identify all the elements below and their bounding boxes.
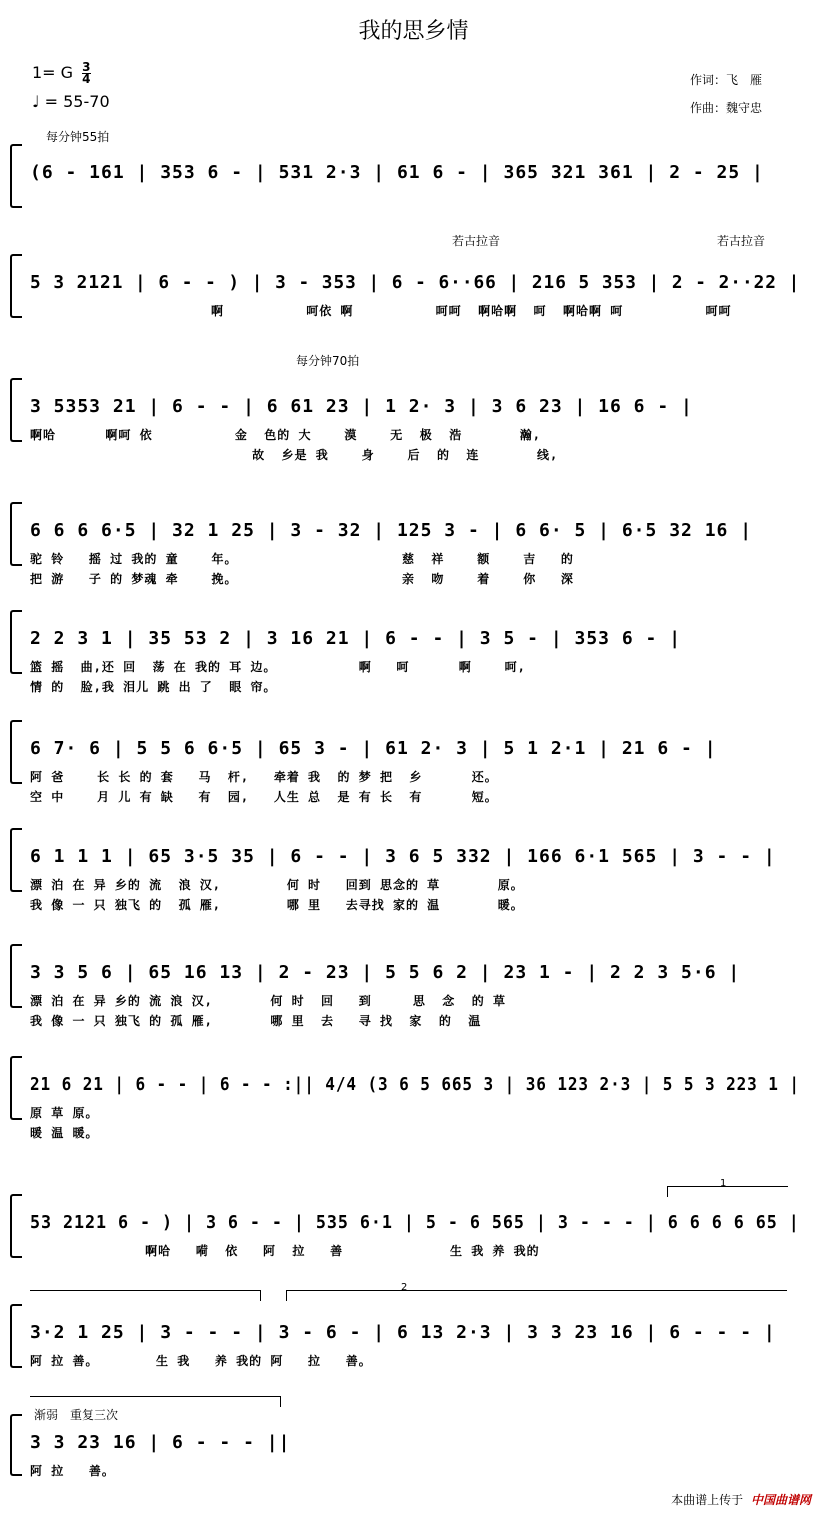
volta-2-label: 2	[401, 1282, 408, 1293]
score-system	[10, 140, 800, 220]
system-brace	[10, 254, 22, 318]
system-brace	[10, 720, 22, 784]
lyric-line-2: 故 乡是 我 身 后 的 连 线,	[30, 448, 559, 462]
erhu-mark-2: 若古拉音	[717, 234, 766, 248]
notation-line: 6 1 1 1 | 65 3·5 35 | 6 - - | 3 6 5 332 | 166 6·1 565 | 3 - - |	[30, 846, 776, 867]
system-brace	[10, 144, 22, 208]
lyric-line-1: 啊 呵依 啊 呵呵 啊哈啊 呵 啊哈啊 呵 呵呵	[30, 304, 732, 318]
notation-line: 3 3 5 6 | 65 16 13 | 2 - 23 | 5 5 6 2 | 23 1 - | 2 2 3 5·6 |	[30, 962, 741, 983]
lyric-line-1: 阿 爸 长 长 的 套 马 杆, 牵着 我 的 梦 把 乡 还。	[30, 770, 498, 784]
key-label: 1= G	[32, 63, 74, 82]
notation-line: 3 5353 21 | 6 - - | 6 61 23 | 1 2· 3 | 3 6 23 | 16 6 - |	[30, 396, 693, 417]
lyric-line-1: 阿 拉 善。 生 我 养 我的 阿 拉 善。	[30, 1354, 372, 1368]
notation-line: 21 6 21 | 6 - - | 6 - - :|| 4/4 (3 6 5 665 3 | 36 123 2·3 | 5 5 3 223 1 |	[30, 1074, 800, 1095]
lyricist: 作词：飞 雁	[690, 73, 763, 87]
lyric-line-1: 驼 铃 摇 过 我的 童 年。 慈 祥 额 吉 的	[30, 552, 574, 566]
score-system	[10, 716, 800, 804]
lyric-line-2: 情 的 脸,我 泪儿 跳 出 了 眼 帘。	[30, 680, 277, 694]
notation-line: 6 6 6 6·5 | 32 1 25 | 3 - 32 | 125 3 - | 6 6· 5 | 6·5 32 16 |	[30, 520, 753, 541]
system-brace	[10, 1194, 22, 1258]
lyric-line-1: 啊哈 啊呵 依 金 色的 大 漠 无 极 浩 瀚,	[30, 428, 541, 442]
tempo-70-mark: 每分钟70拍	[296, 354, 360, 368]
score-system	[10, 940, 800, 1028]
lyric-line-2: 空 中 月 儿 有 缺 有 园, 人生 总 是 有 长 有 短。	[30, 790, 498, 804]
site-logo: 中国曲谱网	[750, 1493, 811, 1507]
score-system	[10, 1300, 800, 1380]
system-brace	[10, 1304, 22, 1368]
lyric-line-1: 漂 泊 在 异 乡的 流 浪 汉, 何 时 回 到 思 念 的 草	[30, 994, 506, 1008]
notation-line: (6 - 161 | 353 6 - | 531 2·3 | 61 6 - | 365 321 361 | 2 - 25 |	[30, 162, 764, 183]
footer	[671, 1491, 811, 1508]
lyric-line-2: 暖 温 暖。	[30, 1126, 99, 1140]
volta-1-bracket	[667, 1178, 788, 1197]
lyric-line-1: 啊哈 嗬 依 阿 拉 善 生 我 养 我的	[30, 1244, 540, 1258]
volta-2-bracket	[286, 1282, 787, 1301]
score-system	[10, 250, 800, 330]
tempo-55-mark: 每分钟55拍	[46, 130, 110, 144]
time-numerator: 3	[82, 60, 91, 74]
score-system	[10, 498, 800, 586]
lyric-line-1: 篮 摇 曲,还 回 荡 在 我的 耳 边。 啊 呵 啊 呵,	[30, 660, 526, 674]
volta-1-bracket-cont	[30, 1290, 261, 1301]
time-denominator: 4	[82, 72, 91, 86]
system-brace	[10, 828, 22, 892]
notation-line: 6 7· 6 | 5 5 6 6·5 | 65 3 - | 61 2· 3 | 5 1 2·1 | 21 6 - |	[30, 738, 717, 759]
system-brace	[10, 610, 22, 674]
composer: 作曲：魏守忠	[690, 101, 763, 115]
score-system	[10, 1190, 800, 1270]
erhu-mark-1: 若古拉音	[452, 234, 501, 248]
lyric-line-1: 阿 拉 善。	[30, 1464, 115, 1478]
notation-line: 53 2121 6 - ) | 3 6 - - | 535 6·1 | 5 - 6 565 | 3 - - - | 6 6 6 6 65 |	[30, 1212, 800, 1233]
system-brace	[10, 944, 22, 1008]
score-system	[10, 1052, 800, 1140]
score-system	[10, 824, 800, 912]
lyric-line-2: 我 像 一 只 独飞 的 孤 雁, 哪 里 去寻找 家的 温 暖。	[30, 898, 524, 912]
key-signature	[32, 62, 91, 85]
lyric-line-2: 把 游 子 的 梦魂 牵 挽。 亲 吻 着 你 深	[30, 572, 574, 586]
credits	[690, 66, 762, 122]
tempo-marking: ♩ = 55-70	[32, 92, 110, 111]
notation-line: 3·2 1 25 | 3 - - - | 3 - 6 - | 6 13 2·3 | 3 3 23 16 | 6 - - - |	[30, 1322, 776, 1343]
score-system	[10, 606, 800, 694]
lyric-line-2: 我 像 一 只 独飞 的 孤 雁, 哪 里 去 寻 找 家 的 温	[30, 1014, 482, 1028]
system-brace	[10, 502, 22, 566]
lyric-line-1: 原 草 原。	[30, 1106, 99, 1120]
ending-direction: 渐弱 重复三次	[34, 1408, 119, 1422]
notation-line: 5 3 2121 | 6 - - ) | 3 - 353 | 6 - 6··66 | 216 5 353 | 2 - 2··22 |	[30, 272, 801, 293]
system-brace	[10, 1056, 22, 1120]
system-brace	[10, 378, 22, 442]
notation-line: 2 2 3 1 | 35 53 2 | 3 16 21 | 6 - - | 3 5 - | 353 6 - |	[30, 628, 682, 649]
song-title: 我的思乡情	[358, 19, 469, 44]
score-system	[10, 374, 800, 462]
notation-line: 3 3 23 16 | 6 - - - ||	[30, 1432, 291, 1453]
score-system	[10, 1410, 800, 1490]
volta-1-label: 1	[720, 1178, 727, 1189]
time-signature	[82, 62, 90, 85]
lyric-line-1: 漂 泊 在 异 乡的 流 浪 汉, 何 时 回到 思念的 草 原。	[30, 878, 524, 892]
system-brace	[10, 1414, 22, 1476]
footer-text: 本曲谱上传于	[671, 1493, 744, 1507]
